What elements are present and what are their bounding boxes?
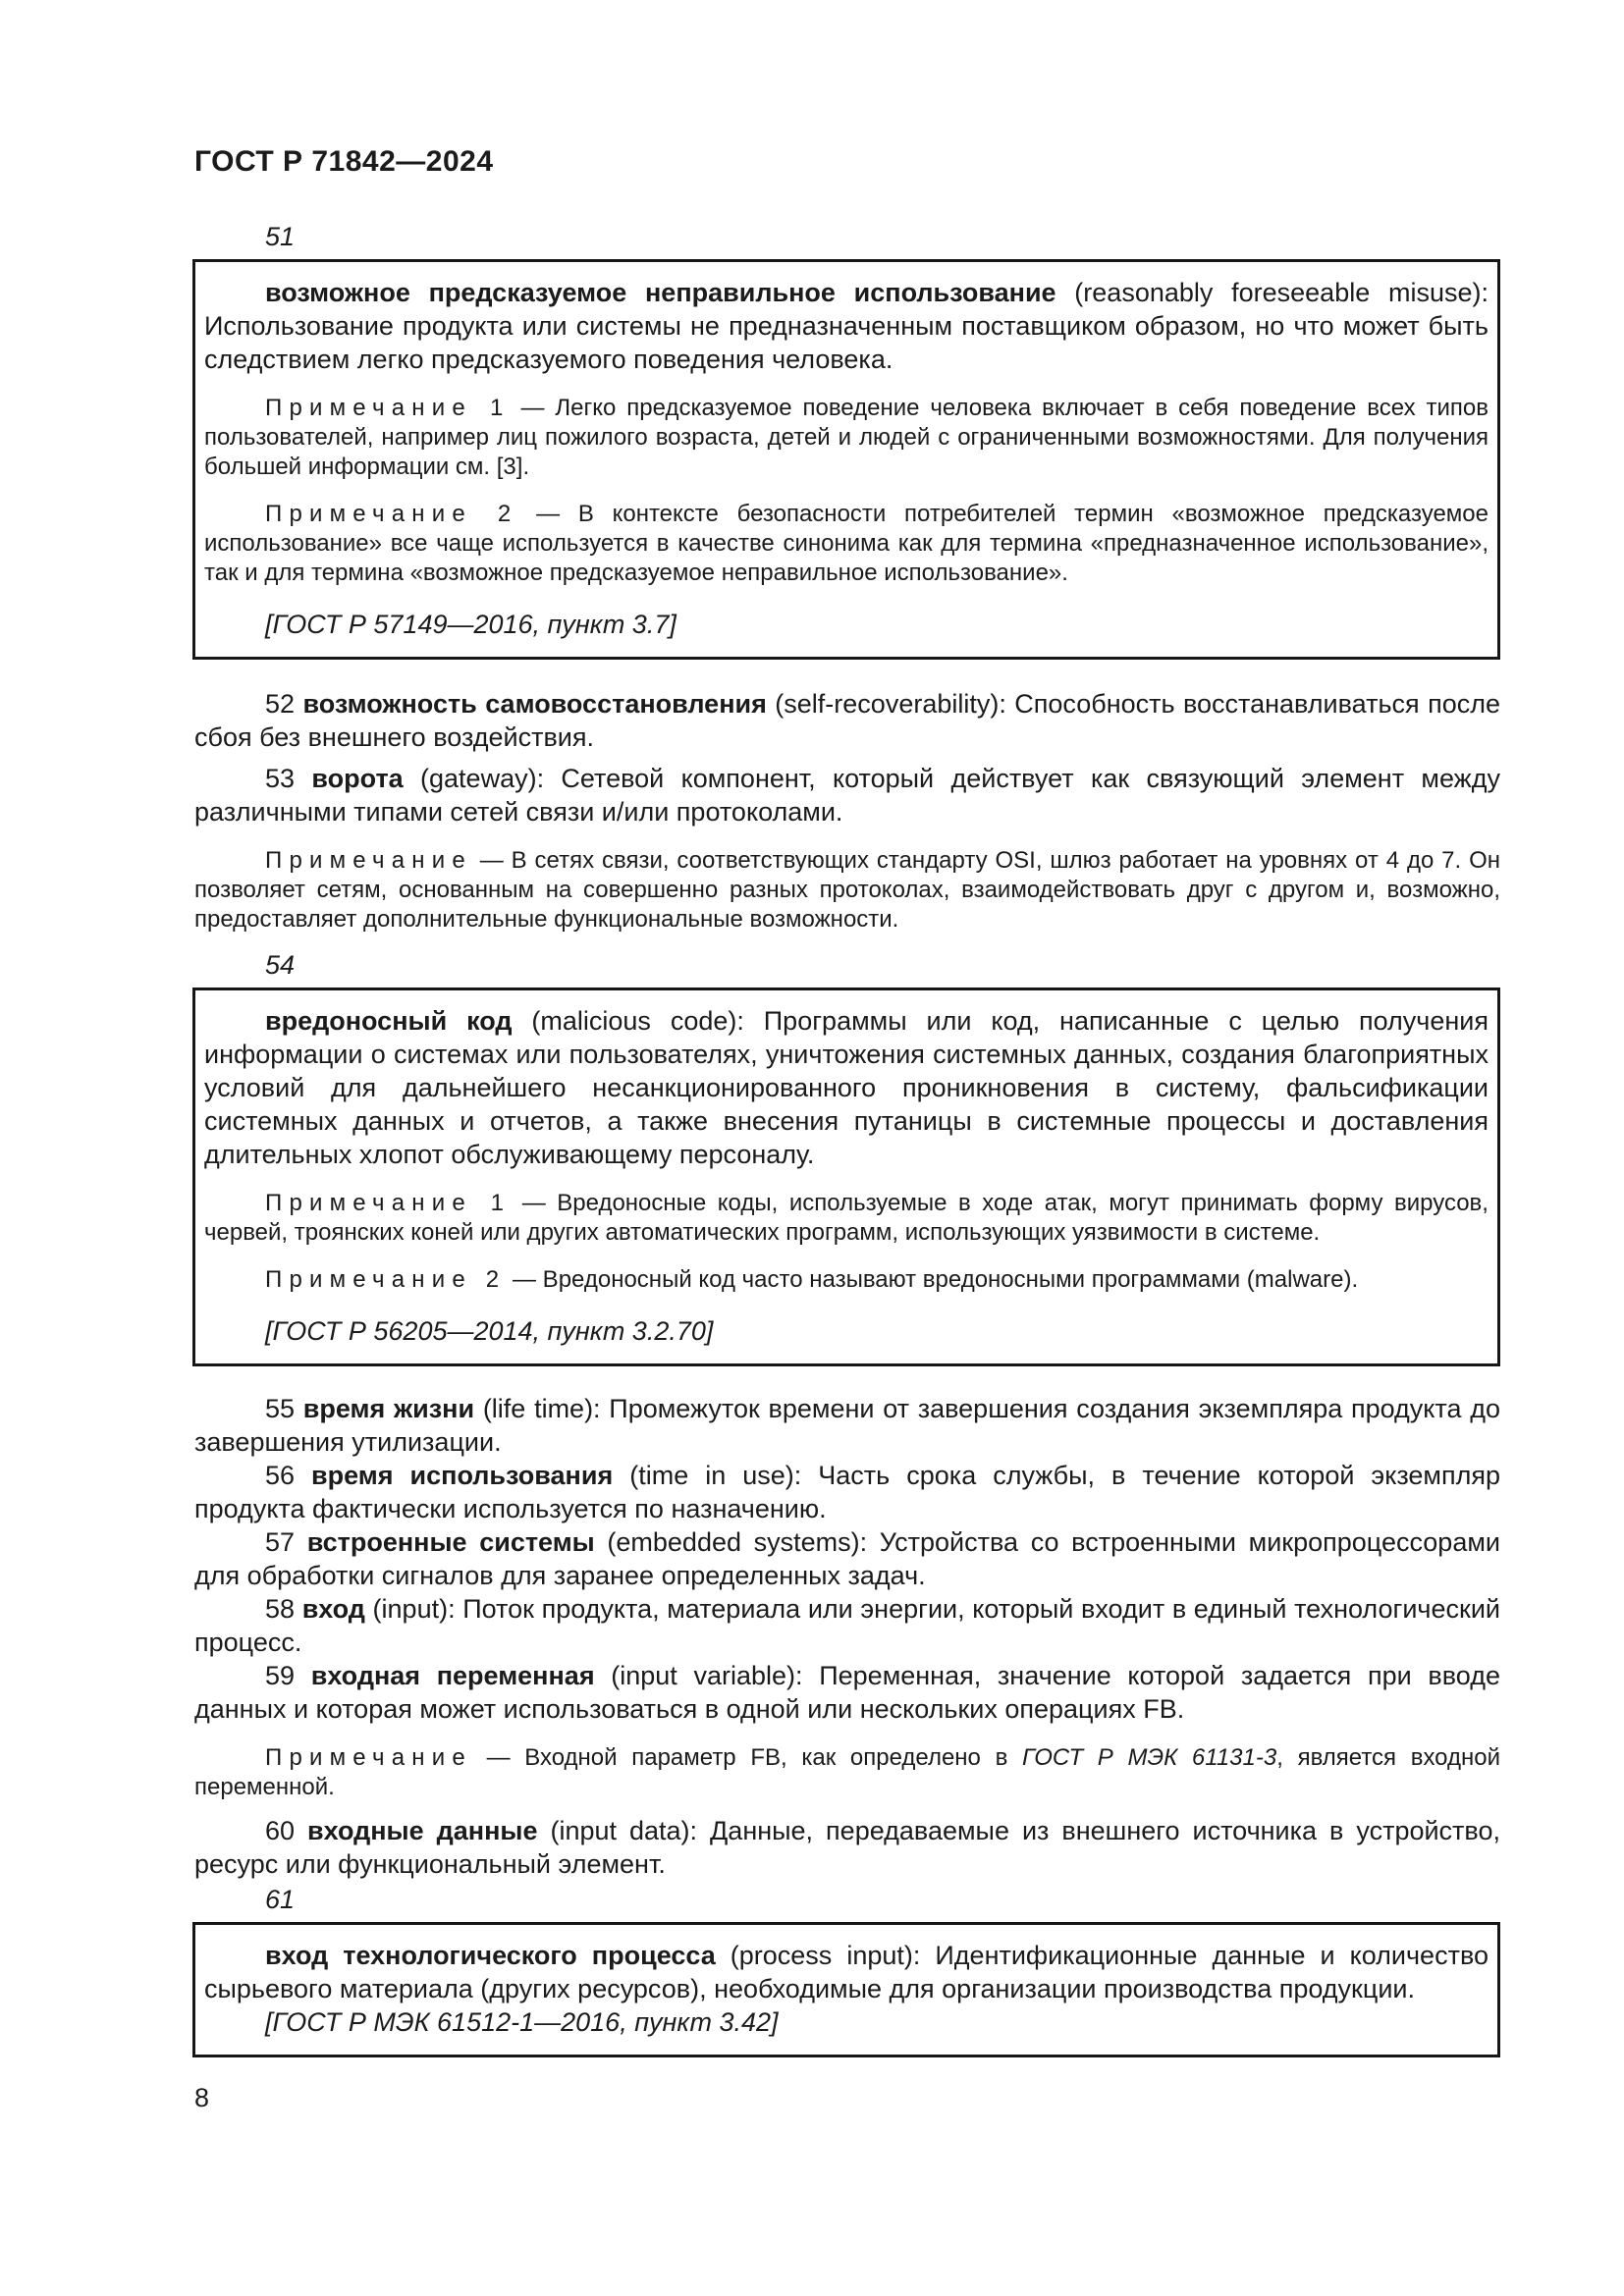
term-definition: (reasonably foreseeable misuse): Использование продукта или системы не предназначенным поставщиком образом, но что может быть следствием легко предсказуемого поведения человека.: [204, 278, 1489, 374]
term-paragraph-54: [204, 1004, 1489, 1171]
section-number-61: 61: [265, 1885, 296, 1914]
term-name: время использования: [311, 1461, 614, 1490]
term-paragraph-52: [194, 687, 1500, 754]
gost-reference: ГОСТ Р МЭК 61131-3: [1022, 1744, 1277, 1771]
term-paragraph-53: [194, 762, 1500, 828]
note-text: — В сетях связи, соответствующих стандарту OSI, шлюз работает на уровнях от 4 до 7. Он позволяет сетям, основанным на совершенно разных протоколах, взаимодействовать друг с другом и, возможно, предоставляет дополнительные функциональные возможности.: [194, 847, 1500, 933]
term-paragraph-61: [204, 1939, 1489, 2005]
note-text: , является входной переменной.: [194, 1744, 1501, 1800]
note-2: [204, 1265, 1489, 1295]
term-name: входные данные: [307, 1816, 538, 1845]
note-label: Примечание 1: [265, 1190, 512, 1216]
source-citation: [ГОСТ Р 57149—2016, пункт 3.7]: [265, 610, 677, 639]
term-name: входная переменная: [310, 1661, 595, 1690]
term-definition: (process input): Идентификационные данные и количество сырьевого материала (других ресурсов), необходимые для организации производства продукции.: [204, 1941, 1489, 2003]
note-59: [194, 1743, 1500, 1802]
term-paragraph-60: [194, 1814, 1500, 1881]
note-label: Примечание 1: [265, 395, 511, 421]
source-citation: [ГОСТ Р МЭК 61512-1—2016, пункт 3.42]: [265, 2007, 779, 2037]
term-number: 58: [265, 1594, 302, 1624]
term-definition: (self-recoverability): Способность восстанавливаться после сбоя без внешнего воздействия.: [194, 689, 1500, 752]
note-2: [204, 500, 1489, 588]
term-name: встроенные системы: [306, 1527, 595, 1557]
note-label: Примечание 2: [265, 1266, 507, 1293]
term-definition: (life time): Промежуток времени от завершения создания экземпляра продукта до завершения утилизации.: [194, 1394, 1500, 1457]
definition-box-51: [192, 259, 1500, 660]
term-number: 56: [265, 1461, 312, 1490]
term-paragraph-58: [194, 1592, 1500, 1659]
term-definition: (embedded systems): Устройства со встроенными микропроцессорами для обработки сигналов для заранее определенных задач.: [194, 1527, 1500, 1590]
definition-box-54: [192, 988, 1500, 1366]
note-53: [194, 846, 1500, 934]
term-definition: (input variable): Переменная, значение которой задается при вводе данных и которая может использоваться в одной или нескольких операциях FB.: [194, 1661, 1500, 1724]
term-definition: (input): Поток продукта, материала или энергии, который входит в единый технологический процесс.: [194, 1594, 1500, 1657]
term-number: 60: [265, 1816, 308, 1845]
note-label: Примечание: [265, 847, 472, 874]
note-1: [204, 1189, 1489, 1248]
source-citation: [ГОСТ Р 56205—2014, пункт 3.2.70]: [265, 1316, 714, 1346]
note-text: — Легко предсказуемое поведение человека включает в себя поведение всех типов пользователей, например лиц пожилого возраста, детей и людей с ограниченными возможностями. Для получения большей информации см. [3].: [204, 395, 1489, 480]
term-definition: (malicious code): Программы или код, написанные с целью получения информации о системах или пользователях, уничтожения системных данных, создания благоприятных условий для дальнейшего несанкционированного проникновения в систему, фальсификации системных данных и отчетов, а также внесения путаницы в системные процессы и доставления длительных хлопот обслуживающему персоналу.: [204, 1006, 1489, 1169]
term-definition: (time in use): Часть срока службы, в течение которой экземпляр продукта фактически используется по назначению.: [194, 1461, 1500, 1523]
term-name: ворота: [311, 764, 404, 793]
section-number-51: 51: [265, 222, 296, 251]
term-name: возможность самовосстановления: [302, 689, 767, 719]
page-header-title: ГОСТ Р 71842—2024: [194, 145, 494, 178]
note-label: Примечание: [265, 1744, 472, 1771]
term-paragraph-51: [204, 276, 1489, 376]
term-paragraph-56: [194, 1459, 1500, 1525]
note-1: [204, 394, 1489, 482]
section-number-54: 54: [265, 950, 296, 980]
term-name: вход технологического процесса: [265, 1941, 716, 1970]
term-number: 52: [265, 689, 303, 719]
note-label: Примечание 2: [265, 501, 518, 527]
term-definition: (input data): Данные, передаваемые из внешнего источника в устройство, ресурс или функциональный элемент.: [194, 1816, 1500, 1879]
term-name: вредоносный код: [265, 1006, 513, 1036]
term-number: 59: [265, 1661, 311, 1690]
page-content: [194, 0, 1500, 2114]
term-definition: (gateway): Сетевой компонент, который действует как связующий элемент между различными типами сетей связи и/или протоколами.: [194, 764, 1500, 827]
page-number: 8: [194, 2083, 210, 2112]
term-name: время жизни: [302, 1394, 475, 1423]
term-number: 57: [265, 1527, 307, 1557]
term-paragraph-57: [194, 1525, 1500, 1592]
term-name: возможное предсказуемое неправильное использование: [265, 278, 1056, 307]
term-paragraph-59: [194, 1659, 1500, 1726]
note-text: — Входной параметр FB, как определено в: [471, 1744, 1022, 1771]
term-paragraph-55: [194, 1392, 1500, 1459]
definition-box-61: [192, 1922, 1500, 2057]
term-name: вход: [301, 1594, 365, 1624]
note-text: — Вредоносный код часто называют вредоносными программами (malware).: [506, 1266, 1359, 1293]
term-number: 53: [265, 764, 312, 793]
note-text: — Вредоносные коды, используемые в ходе атак, могут принимать форму вирусов, червей, троянских коней или других автоматических программ, использующих уязвимости в системе.: [204, 1190, 1489, 1246]
note-text: — В контексте безопасности потребителей термин «возможное предсказуемое использование» все чаще используется в качестве синонима как для термина «предназначенное использование», так и для термина «возможное предсказуемое неправильное использование».: [204, 501, 1489, 586]
term-number: 55: [265, 1394, 303, 1423]
